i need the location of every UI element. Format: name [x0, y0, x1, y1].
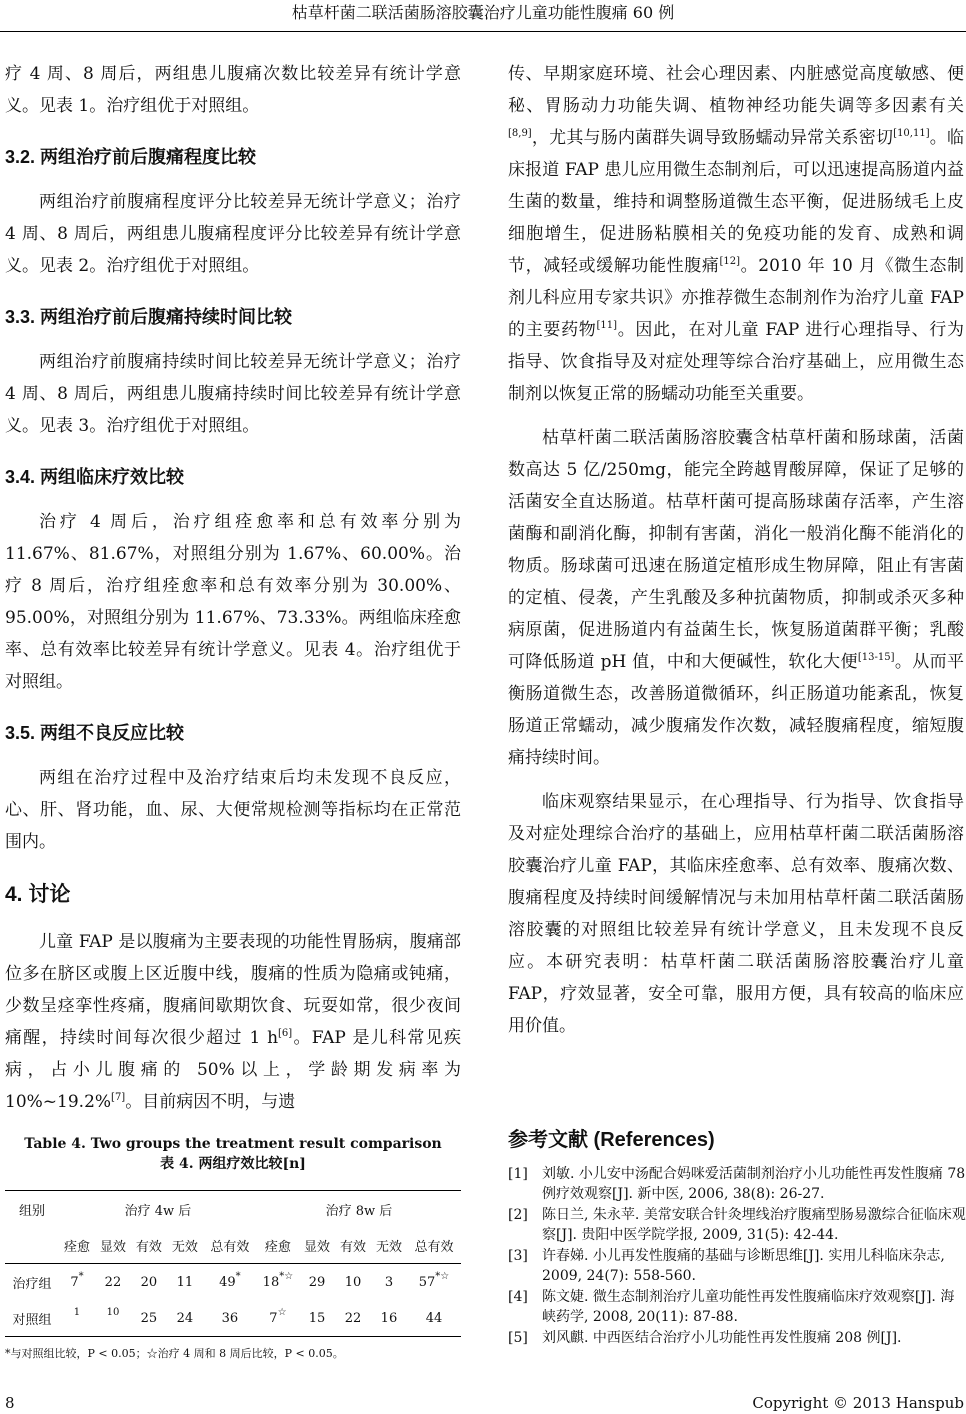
- table-caption-cn: 表 4. 两组疗效比较[n]: [160, 1156, 306, 1172]
- value-cell: 24: [167, 1300, 203, 1337]
- paragraph: 两组治疗前腹痛程度评分比较差异无统计学意义；治疗 4 周、8 周后，两组患儿腹痛程度评分比较差异有统计学意义。见表 2。治疗组优于对照组。: [5, 192, 461, 276]
- value-cell: 11: [176, 1274, 194, 1290]
- paragraph: 治疗 4 周后，治疗组痊愈率和总有效率分别为 11.67%、81.67%，对照组分别为 1.67%、60.00%。治疗 8 周后，治疗组痊愈率和总有效率分别为 30.00%、95.00%，对照组分别为 11.67%、73.33%。两组临床痊愈率、总有效率比较差异有统计学意义。见表 4。治疗组优于对照组。: [5, 512, 461, 692]
- citation[interactable]: [8,9]: [508, 128, 532, 139]
- section-heading-3-5: 3.5. 两组不良反应比较: [5, 723, 185, 743]
- value-cell: 22: [335, 1300, 371, 1337]
- value-cell: 36: [203, 1300, 257, 1337]
- subheader-cell: 无效: [371, 1227, 407, 1264]
- subheader-cell: 显效: [299, 1227, 335, 1264]
- reference-item: [3] 许春娣. 小儿再发性腹痛的基础与诊断思维[J]. 实用儿科临床杂志, 2009, 24(7): 558-560.: [508, 1248, 945, 1284]
- results-table: [5, 1190, 461, 1337]
- reference-item: [1] 刘敏. 小儿安中汤配合妈咪爱活菌制剂治疗小儿功能性再发性腹痛 78 例疗效观察[J]. 新中医, 2006, 38(8): 26-27.: [508, 1166, 966, 1202]
- section-heading-3-4: 3.4. 两组临床疗效比较: [5, 467, 185, 487]
- value-cell: 1: [59, 1300, 95, 1337]
- citation[interactable]: [6]: [278, 1028, 293, 1039]
- value-cell: 49*: [219, 1270, 241, 1290]
- citation[interactable]: [11]: [596, 320, 617, 331]
- citation[interactable]: [12]: [719, 256, 741, 267]
- subheader-cell: 总有效: [407, 1227, 461, 1264]
- value-cell: 22: [104, 1274, 122, 1290]
- subheader-cell: 有效: [131, 1227, 167, 1264]
- paragraph: 两组治疗前腹痛持续时间比较差异无统计学意义；治疗 4 周、8 周后，两组患儿腹痛持续时间比较差异有统计学意义。见表 3。治疗组优于对照组。: [5, 352, 461, 436]
- value-cell: 29: [308, 1274, 326, 1290]
- table-note: *与对照组比较，P < 0.05；☆治疗 4 周和 8 周后比较，P < 0.05。: [5, 1347, 344, 1360]
- subheader-cell: 无效: [167, 1227, 203, 1264]
- header-divider: [0, 31, 966, 32]
- references: [508, 1122, 966, 1349]
- value-cell: 7*: [70, 1270, 84, 1290]
- header-cell: 治疗 8w 后: [257, 1191, 461, 1228]
- value-cell: 44: [407, 1300, 461, 1337]
- subheader-row: [5, 1227, 461, 1264]
- table-4: [5, 1134, 461, 1363]
- subheader-cell: 痊愈: [257, 1227, 299, 1264]
- subheader-cell: 有效: [335, 1227, 371, 1264]
- header-cell: 组别: [5, 1191, 59, 1228]
- section-heading-3-3: 3.3. 两组治疗前后腹痛持续时间比较: [5, 307, 293, 327]
- citation[interactable]: [7]: [111, 1092, 126, 1103]
- references-title: 参考文献 (References): [508, 1129, 715, 1151]
- value-cell: 10: [344, 1274, 362, 1290]
- reference-item: [5] 刘风麒. 中西医结合治疗小儿功能性再发性腹痛 208 例[J].: [508, 1330, 902, 1346]
- value-cell: 18*☆: [262, 1270, 294, 1290]
- section-heading-3-2: 3.2. 两组治疗前后腹痛程度比较: [5, 147, 257, 167]
- section-heading-4: 4. 讨论: [5, 883, 71, 906]
- value-cell: 7☆: [257, 1300, 299, 1337]
- reference-item: [2] 陈日兰, 朱永苹. 美常安联合针灸埋线治疗腹痛型肠易激综合征临床观察[J]. 贵阳中医学院学报, 2009, 31(5): 42-44.: [508, 1207, 966, 1243]
- right-column: [508, 58, 964, 1042]
- value-cell: 57*☆: [418, 1270, 450, 1290]
- paragraph: 疗 4 周、8 周后，两组患儿腹痛次数比较差异有统计学意义。见表 1。治疗组优于对照组。: [5, 64, 461, 116]
- paragraph: 临床观察结果显示，在心理指导、行为指导、饮食指导及对症处理综合治疗的基础上，应用枯草杆菌二联活菌肠溶胶囊治疗儿童 FAP，其临床痊愈率、总有效率、腹痛次数、腹痛程度及持续时间缓解情况与未加用枯草杆菌二联活菌肠溶胶囊的对照组比较差异有统计学意义，且未发现不良反应。本研究表明：枯草杆菌二联活菌肠溶胶囊治疗儿童 FAP，疗效显著，安全可靠，服用方便，具有较高的临床应用价值。: [508, 792, 964, 1036]
- subheader-cell: 痊愈: [59, 1227, 95, 1264]
- paragraph: 枯草杆菌二联活菌肠溶胶囊含枯草杆菌和肠球菌，活菌数高达 5 亿/250mg，能完全跨越胃酸屏障，保证了足够的活菌安全直达肠道。枯草杆菌可提高肠球菌存活率，产生溶菌酶和副消化酶，抑制有害菌，消化一般消化酶不能消化的物质。肠球菌可迅速在肠道定植形成生物屏障，阻止有害菌的定植、侵袭，产生乳酸及多种抗菌物质，抑制或杀灭多种病原菌，促进肠道内有益菌生长，恢复肠道菌群平衡；乳酸可降低肠道 pH 值，中和大便碱性，软化大便[13-15]。从而平衡肠道微生态，改善肠道微循环，纠正肠道功能紊乱，恢复肠道正常蠕动，减少腹痛发作次数，减轻腹痛程度，缩短腹痛持续时间。: [508, 428, 965, 768]
- paragraph: 传、早期家庭环境、社会心理因素、内脏感觉高度敏感、便秘、胃肠动力功能失调、植物神经功能失调等多因素有关[8,9]，尤其与肠内菌群失调导致肠蠕动异常关系密切[10,11]。临床报道 FAP 患儿应用微生态制剂后，可以迅速提高肠道内益生菌的数量，维持和调整肠道微生态平衡，促进肠绒毛上皮细胞增生，促进肠粘膜相关的免疫功能的发育、成熟和调节，减轻或缓解功能性腹痛[12]。2010 年 10 月《微生态制剂儿科应用专家共识》亦推荐微生态制剂作为治疗儿童 FAP 的主要药物[11]。因此，在对儿童 FAP 进行心理指导、行为指导、饮食指导及对症处理等综合治疗基础上，应用微生态制剂以恢复正常的肠蠕动功能至关重要。: [508, 64, 965, 404]
- value-cell: 3: [384, 1274, 394, 1290]
- reference-item: [4] 陈文婕. 微生态制剂治疗儿童功能性再发性腹痛临床疗效观察[J]. 海峡药学, 2008, 20(11): 87-88.: [508, 1289, 955, 1325]
- copyright: Copyright © 2013 Hanspub: [752, 1394, 964, 1412]
- citation[interactable]: [13-15]: [857, 652, 895, 663]
- table-row: [5, 1264, 461, 1301]
- table-row: [5, 1300, 461, 1337]
- paragraph: 两组在治疗过程中及治疗结束后均未发现不良反应，心、肝、肾功能，血、尿、大便常规检测等指标均在正常范围内。: [5, 768, 461, 852]
- value-cell: 16: [371, 1300, 407, 1337]
- left-column: [5, 58, 461, 1118]
- header-cell: 治疗 4w 后: [59, 1191, 257, 1228]
- value-cell: 20: [140, 1274, 158, 1290]
- subheader-cell: 显效: [95, 1227, 131, 1264]
- group-cell: 治疗组: [12, 1276, 52, 1292]
- page-number: 8: [5, 1394, 15, 1412]
- citation[interactable]: [10,11]: [893, 128, 930, 139]
- value-cell: 25: [131, 1300, 167, 1337]
- value-cell: 10: [95, 1300, 131, 1337]
- table-caption-en: Table 4. Two groups the treatment result comparison: [24, 1136, 442, 1152]
- paragraph: 儿童 FAP 是以腹痛为主要表现的功能性胃肠病，腹痛部位多在脐区或腹上区近腹中线，腹痛的性质为隐痛或钝痛，少数呈痉挛性疼痛，腹痛间歇期饮食、玩耍如常，很少夜间痛醒，持续时间每次很少超过 1 h[6]。FAP 是儿科常见疾病，占小儿腹痛的 50%以上，学龄期发病率为 10%~19.2%[7]。目前病因不明，与遗: [5, 932, 461, 1112]
- group-cell: 对照组: [5, 1300, 59, 1337]
- value-cell: 15: [299, 1300, 335, 1337]
- running-header: 枯草杆菌二联活菌肠溶胶囊治疗儿童功能性腹痛 60 例: [291, 3, 675, 22]
- subheader-cell: 总有效: [203, 1227, 257, 1264]
